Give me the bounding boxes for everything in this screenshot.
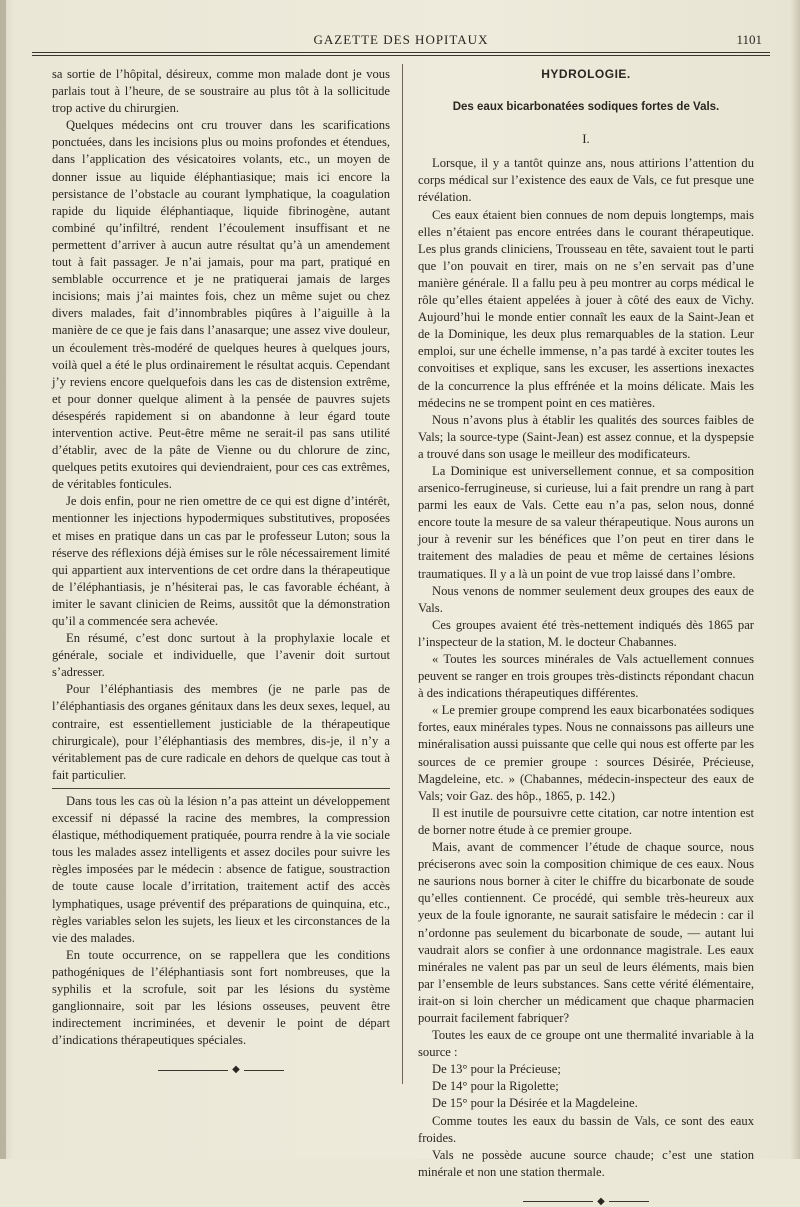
header-double-rule xyxy=(32,52,770,56)
section-rule xyxy=(52,788,390,789)
ornament-line xyxy=(244,1070,284,1071)
running-title: GAZETTE DES HOPITAUX xyxy=(313,32,489,47)
temperature-line: De 14° pour la Rigolette; xyxy=(432,1079,559,1094)
paragraph: Toutes les eaux de ce groupe ont une thermalité invariable à la source : xyxy=(418,1028,754,1060)
diamond-icon: ◆ xyxy=(232,1064,240,1076)
paragraph: Comme toutes les eaux du bassin de Vals, ce sont des eaux froides. xyxy=(418,1113,754,1145)
diamond-icon: ◆ xyxy=(597,1195,605,1207)
paragraph: Mais, avant de commencer l’étude de chaque source, nous préciserons avec soin la composition chimique de ces eaux. Nous ne saurions nous borner à citer le chiffre du bicarbonate de soude qu’elles contiennent. Ce procédé, qui semble très-heureux aux yeux de la foule ignorante, ne saurait satisfaire le médecin : car il n’ordonne pas seulement du bicarbonate de soude, — autant lui vaudrait alors se confier à une ordonnance magistrale. Les eaux minérales ne valent pas par un seul de leurs éléments, mais bien par l’ensemble de leurs substances. Sans cette vérité élémentaire, irait-on si loin chercher un médicament que chaque pharmacien pourrait facilement fabriquer? xyxy=(418,840,754,1025)
page-binding-edge xyxy=(0,0,6,1159)
paragraph: Vals ne possède aucune source chaude; c’est une station minérale et non une station thermale. xyxy=(418,1147,754,1179)
paragraph: Pour l’éléphantiasis des membres (je ne parle pas de l’éléphantiasis des organes génitaux dans les deux sexes, lequel, au contraire, est essentiellement justiciable de la thérapeutique chirurgicale), pour l’éléphantiasis des membres, dis-je, il n’y a véritablement pas de cure radicale en dehors de quelque cas tout à fait particulier. xyxy=(52,682,390,782)
paragraph: Quelques médecins ont cru trouver dans les scarifications ponctuées, dans les incisions plus ou moins profondes et étendues, dans l’application des vésicatoires volants, etc., un moyen de donner issue au liquide éléphantiasique; mais ici encore la persistance de l’obstacle au courant lymphatique, la coagulation rapide du liquide éléphantiaque, liquide fibrinogène, autant combiné qu’infiltré, rendent l’écoulement insuffisant et ne permettent d’arriver à aucun autre résultat qu’à un amendement tout à fait passager. Je n’ai jamais, pour ma part, pratiqué en semblable occurrence et je ne pratiquerai jamais de larges incisions; mais j’ai maintes fois, chez un même sujet ou chez divers malades, fait d’innombrables piqûres à l’aiguille à la manière de ce que je fais dans l’anasarque; une assez vive douleur, un écoulement très-modéré de quelques heures à quelques jours, voilà quel a été le plus ordinairement le résultat acquis. Cependant j’y reviens encore quelquefois dans les cas de distension extrême, et pour donner quelque aliment à la pensée de pauvres sujets désespérés rapidement si on abandonne à leur égard toute intervention active. Peut-être même ne serait-il pas sans utilité d’établir, avec de la pâte de Vienne ou du chlorure de zinc, quelques petits exutoires qui deviendraient, pour ces cas extrêmes, de véritables fonticules. xyxy=(52,118,390,492)
paragraph: En résumé, c’est donc surtout à la prophylaxie locale et générale, sociale et individuelle, que l’avenir doit surtout s’adresser. xyxy=(52,631,390,680)
paragraph: « Toutes les sources minérales de Vals actuellement connues peuvent se ranger en trois groupes très-distincts répondant chacun à des indications thérapeutiques différentes. xyxy=(418,652,754,701)
end-ornament xyxy=(418,1197,754,1207)
right-column xyxy=(418,66,754,1207)
paragraph: « Le premier groupe comprend les eaux bicarbonatées sodiques fortes, eaux minérales types. Nous ne connaissons pas ailleurs une minéralisation aussi puissante que celle qui nous est offerte par les sources de ce premier groupe : sources Désirée, Précieuse, Magdeleine, etc. » (Chabannes, médecin-inspecteur des eaux de Vals; voir Gaz. des hôp., 1865, p. 142.) xyxy=(418,703,754,803)
paragraph: Il est inutile de poursuivre cette citation, car notre intention est de borner notre étude à ce premier groupe. xyxy=(418,805,754,837)
paragraph: La Dominique est universellement connue, et sa composition arsenico-ferrugineuse, si curieuse, lui a fait prendre un rang à part parmi les eaux de Vals. Cette eau n’a pas, selon nous, donné encore toute la mesure de sa valeur thérapeutique. Nous aurons un jour à revenir sur les bénéfices que l’on peut en tirer dans le traitement des maladies de peau et même de certaines lésions traumatiques. Il y a là un point de vue trop laissé dans l’ombre. xyxy=(418,463,754,581)
page-edge-shadow xyxy=(790,0,800,1159)
page-number: 1101 xyxy=(736,32,762,47)
left-column xyxy=(52,66,390,1075)
ornament-line xyxy=(158,1070,228,1071)
paragraph: Nous venons de nommer seulement deux groupes des eaux de Vals. xyxy=(418,583,754,615)
ornament-line xyxy=(523,1201,593,1202)
paragraph: Ces eaux étaient bien connues de nom depuis longtemps, mais elles n’étaient pas encore entrées dans le courant thérapeutique. Les plus grands cliniciens, Trousseau en tête, savaient tout le parti que l’on pouvait en tirer, mais on ne s’en servait pas d’une manière générale. Il a fallu peu à peu montrer au corps médical le rôle qu’elles étaient appelées à jouer à côté des eaux de Vichy. Aujourd’hui le monde entier connaît les eaux de la Saint-Jean et de la Dominique, les deux plus remarquables de la station. Leur emploi, sur une échelle immense, n’a pas tardé à exciter toutes les convoitises et explique, sans les excuser, les assertions inexactes de la concurrence la plus effrénée et la moins délicate. Mais les médecins ne se trompent point en ces matières. xyxy=(418,207,754,410)
paragraph: Je dois enfin, pour ne rien omettre de ce qui est digne d’intérêt, mentionner les injections hypodermiques substitutives, proposées et mises en pratique dans un cas par le professeur Luton; sous la réserve des réflexions déjà émises sur le rôle nécessairement limité qui appartient aux interventions de cet ordre dans la thérapeutique de l’éléphantiasis, je n’hésiterai pas, le cas favorable échéant, à imiter le savant clinicien de Reims, aussitôt que la démonstration qu’il a commencée sera achevée. xyxy=(52,494,390,628)
paragraph: Nous n’avons plus à établir les qualités des sources faibles de Vals; la source-type (Saint-Jean) est assez connue, et la dyspepsie a trouvé dans son usage le meilleur des modificateurs. xyxy=(418,412,754,461)
part-number: I. xyxy=(582,131,590,147)
paragraph: sa sortie de l’hôpital, désireux, comme mon malade dont je vous parlais tout à l’heure, de se soustraire au plus tôt à la sollicitude trop active du chirurgien. xyxy=(52,67,390,116)
ornament-line xyxy=(609,1201,649,1202)
section-title: HYDROLOGIE. xyxy=(541,67,631,81)
end-ornament xyxy=(52,1065,390,1075)
temperature-line: De 13° pour la Précieuse; xyxy=(432,1062,561,1077)
temperature-line: De 15° pour la Désirée et la Magdeleine. xyxy=(432,1096,638,1111)
paragraph: Ces groupes avaient été très-nettement indiqués dès 1865 par l’inspecteur de la station, M. le docteur Chabannes. xyxy=(418,617,754,649)
page-header xyxy=(32,30,770,54)
column-divider xyxy=(402,64,403,1084)
article-title: Des eaux bicarbonatées sodiques fortes de Vals. xyxy=(452,101,720,114)
paragraph: Dans tous les cas où la lésion n’a pas atteint un développement excessif ni dépassé la racine des membres, la compression élastique, méthodiquement pratiquée, pourra rendre à la vie sociale tous les malades assez intelligents et assez dociles pour suivre les règles imposées par le médecin : absence de fatigue, soustraction de toute cause locale d’irritation, traitement actif des accès lymphatiques, usage préventif des préparations de quinquina, etc., règles variables selon les sujets, les lieux et les circonstances de la vie des malades. xyxy=(52,793,390,945)
paragraph: Lorsque, il y a tantôt quinze ans, nous attirions l’attention du corps médical sur l’existence des eaux de Vals, ce fut presque une révélation. xyxy=(418,156,754,205)
paragraph: En toute occurrence, on se rappellera que les conditions pathogéniques de l’éléphantiasis sont fort nombreuses, que la syphilis et la scrofule, soit par les lésions du système ganglionnaire, soit par les lésions osseuses, peuvent être indirectement incriminées, et devenir le point de départ d’indications thérapeutiques spéciales. xyxy=(52,947,390,1048)
